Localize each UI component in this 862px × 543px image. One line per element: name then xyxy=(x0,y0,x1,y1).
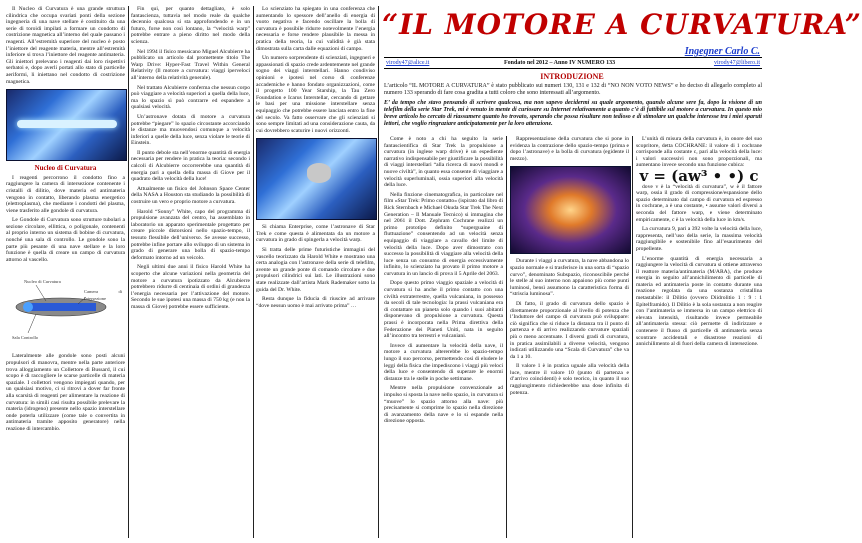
paragraph: Attualmente un fisico del Johnson Space Center della NASA a Houston sta studiando la possibilità di costruire un vero e proprio motore a curvatura. xyxy=(131,185,250,206)
intro-abstract: E’ da tempo che stavo pensando di scrivere qualcosa, ma non sapevo decidermi su quale argomento, quando alcune sere fa, dopo la visione di un telefilm della serie Star Trek, mi è venuto in mente di curiosare su Internet relativamente a quanto c’è di fattibile sul motore a curvatura. In questo mio breve articolo ho cercato di riassumere quanto ho trovato, sperando che possa risultare non tedioso e di stimolare un qualche interesse tra i miei sparuti lettori, che voglio ringraziare anticipatamente per la loro attenzione. xyxy=(384,100,762,127)
paragraph: Si tratta delle prime futuristiche immagini del vascello teorizzato da Harold White e mostrano una certa analogia con l’astronave della serie di telefilm, avente un grande ponte di comando circolare e due propulsori cilindrici sui lati. Le illustrazioni sono state realizzate dall’artista Mark Rademaker sotto la guida del Dr. White. xyxy=(256,247,375,293)
paragraph: La curvatura 9, pari a 392 volte la velocità della luce, rappresenta, nell’uso della serie, la massima velocità raggiungibile e sostenibile fino all’esaurimento del propellente. xyxy=(636,226,762,252)
paragraph: Lateralmente alle gondole sono posti alcuni propulsori di manovra, mentre nella parte anteriore trova alloggiamento un Collettore di Bussard, il cui scopo è di raccogliere le scarse particelle di materia spaziale. I collettori vengono impiegati quando, per un qualsiasi motivo, ci si ritrovi a dover far fronte alla scarsità di reagenti per alimentare la reazione di curvatura: in simili casi risulta possibile prelevare la materia (idrogeno) presente nello spazio interstellare onde poterla utilizzare (come tale o convertita in antimateria tramite apposito generatore) nella reazione di intercambio. xyxy=(6,353,125,432)
column-divider xyxy=(128,6,129,538)
paragraph: Come è noto a chi ha seguito la serie fantascientifica di Star Trek la propulsione a curvatura (in inglese warp drive) è un espediente narrativo indispensabile per giustificare la possibilità di viaggi interstellari “alla ricerca di nuovi mondi e nuove civiltà”, in quanto essa consente di viaggiare a velocità superluminali, ossia superiori alla velocità della luce. xyxy=(384,136,503,189)
column-divider xyxy=(253,6,254,538)
warp-core-image xyxy=(6,89,127,161)
masthead-bar xyxy=(384,57,762,69)
author-name: Ingegner Carlo C. xyxy=(684,46,760,57)
diagram-label: Sala Controllo xyxy=(12,335,39,341)
column-2 xyxy=(131,6,250,540)
column-divider xyxy=(632,136,633,538)
intro-text: L’articolo “IL MOTORE A CURVATURA” è stato pubblicato sui numeri 130, 131 e 132 di “NO NON VOTO NEWS” e ho deciso di allegarlo completo al numero 133 sperando di fare cosa gradita a tutti coloro che sono interessati all’argomento. xyxy=(384,83,762,96)
column-1 xyxy=(6,6,125,540)
email-link-right[interactable]: virody47@libero.it xyxy=(713,60,760,66)
paragraph: Harold “Sonny” White, capo del programma di propulsione avanzata del centro, ha assemblato in laboratorio un apparato sperimentale progettato per creare piccole distorsioni nello spazio-tempo, il tessuto flessibile dell’universo. Se avesse successo, potrebbe infine portare allo sviluppo di un sistema in grado di generare una bolla di spazio-tempo deformato intorno ad un veicolo. xyxy=(131,208,250,261)
intro-heading: INTRODUZIONE xyxy=(540,72,604,81)
paragraph: I reagenti percorrono il condotto fino a raggiungere la camera di intersezione contenente i cristalli di dilitio, dove materia ed antimateria vengono in contatto, liberando plasma energetico (elettroplasma), che mediante i condotti del plasma, viene trasferito alle gondole di curvatura. xyxy=(6,174,125,214)
paragraph: Rappresentazione della curvatura che si pone in evidenza la contrazione dello spazio-tempo (prima e dopo l’astronave) e la bolla di curvatura (egidente il mezzo). xyxy=(510,136,629,162)
ship-shape xyxy=(307,163,331,183)
nacelle-diagram xyxy=(6,267,125,349)
enterprise-ship-image xyxy=(256,138,377,220)
column-divider xyxy=(378,6,379,538)
paragraph: dove v è la “velocità di curvatura”, w è il fattore warp, ossia il grado di compressione/espansione dello spazio determinato dal campo di curvatura ed espresso in cochrane, a è una costante, • assume valori diversi a seconda del fattore warp, e viene determinato empiricamente, c è la velocità della luce in km/s. xyxy=(636,183,762,223)
paragraph: Le Gondole di Curvatura sono strutture tubolari a sezione circolare, ellittica, o poligonale, contenenti al proprio interno un sistema di bobine di curvatura, nonché una sala di controllo. Le gondole sono la parte più pesante di una nave stellare e la loro funzione è quella di creare un campo di curvatura attorno al vascello. xyxy=(6,217,125,263)
paragraph: Il valore 1 è in pratica uguale alla velocità della luce, mentre il valore 10 (punto di partenza e d’arrivo coincidenti) è solo teorico, in quanto il suo raggiungimento richiederebbe una dose infinita di potenza. xyxy=(510,363,629,396)
diagram-label: Nucleo di Curvatura xyxy=(24,279,61,285)
paragraph: Resta dunque la fiducia di riuscire ad arrivare “dove nessun uomo è mai arrivato prima” … xyxy=(256,296,375,309)
column-3 xyxy=(256,6,375,540)
paragraph: Nel 1994 il fisico messicano Miguel Alcubierre ha pubblicato un articolo dal promettente titolo The Warp Drive: Hyper-Fast Travel Within General Relativity (Il motore a curvatura: viaggi iperveloci all’interno della relatività generale). xyxy=(131,48,250,81)
warp-formula: v = (aw³ • •) c xyxy=(639,166,759,185)
paragraph: Un’astronave dotata di motore a curvatura potrebbe “piegare” lo spazio circostante accorciando le distanze ma muovendosi comunque a velocità inferiori a quelle della luce, senza violare le teorie di Einstein. xyxy=(131,113,250,147)
paragraph: Negli ultimi due anni il fisico Harold White ha scoperto che alcune variazioni nella geometria del motore a curvatura ipotizzato da Alcubierre potrebbero ridurre di centinaia di ordini di grandezza l’energia necessaria per l’attivazione del motore. Secondo le sue ipotesi una massa di 750 kg (e non la massa di Giove) potrebbe essere sufficiente. xyxy=(131,264,250,310)
warp-beam xyxy=(17,120,117,128)
paragraph: Nel trattato Alcubierre conferma che nessun corpo può viaggiare a velocità superiori a quella della luce, ma lo spazio sì può contrarre ed espandere a qualsiasi velocità. xyxy=(131,84,250,111)
issue-info: Fondato nel 2012 – Anno IV NUMERO 133 xyxy=(504,60,616,66)
paragraph: Durante i viaggi a curvatura, la nave abbandona lo spazio normale e si trasferisce in una sorta di “spazio curvo”, denominato Subspazio, riconoscibile perché le stelle al suo interno non appaiono più come punti luminosi, bensì assumono la caratteristica forma di “striscia luminosa”. xyxy=(510,258,629,298)
paragraph: Si chiama Enterprise, come l’astronave di Star Trek e come questa è alimentata da un motore a curvatura in grado di spingerla a velocità warp. xyxy=(256,224,375,244)
column-6 xyxy=(636,136,762,536)
page-title: “IL MOTORE A CURVATURA” xyxy=(382,8,862,41)
warp-bubble-image xyxy=(510,166,631,254)
column-divider xyxy=(506,136,507,538)
paragraph: L’unità di misura della curvatura è, in onore del suo scopritore, detta COCHRANE: il valore di 1 cochrane corrisponde alla costante c, pari alla velocità della luce: i valori successivi non sono proporzionali, ma aumentano invece secondo una funzione cubica: xyxy=(636,136,762,169)
section-heading: Nucleo di Curvatura xyxy=(34,164,97,173)
email-link-left[interactable]: virody47@alice.it xyxy=(386,60,430,66)
paragraph: Invece di aumentare la velocità della nave, il motore a curvatura altererebbe lo spazio-tempo lungo il suo percorso, permettendo così di eludere le leggi della fisica che impediscono i viaggi più veloci della luce e consentendo di superare le enormi distanze tra le stelle in poche settimane. xyxy=(384,342,503,382)
diagram-label: Camera di Intersezione xyxy=(84,289,122,302)
paragraph: L’enorme quantità di energia necessaria a raggiungere la velocità di curvatura si ottiene attraverso il reattore materia/antimateria (M/ARA), che produce energia in seguito all’annichilimento di particelle di materia ed antimateria poste in contatto durante una reazione regolata da una sostanza cristallina metastabile: il Dilitio (ovvero Diidrolitio 1 : 9 : 1 Epitelframido). Il Dilitio è la sola sostanza a non reagire con l’antimateria se immersa in un campo elettrico di elevata intensità, risultando invece permeabile all’antimateria stessa: ciò permette di indirizzare e contenere il flusso di particelle di antimateria senza scontrare accidentali e disastrose reazioni di annichilimento al di fuori della camera di intersezione. xyxy=(636,255,762,348)
column-5 xyxy=(510,136,629,536)
paragraph: Il punto debole sta nell’enorme quantità di energia necessaria per rendere in pratica la teoria: secondo i calcoli di Alcubierre occorrerebbe una quantità di energia pari a quella della massa di Giove per il quadrato della velocità della luce! xyxy=(131,149,250,183)
paragraph: Fin qui, per quanto dettagliato, è solo fantascienza, tuttavia nel modo reale da qualche decennio qualcosa si sta approfondendo e in un futuro, forse non così lontano, la “velocità warp” potrebbe entrare a pieno diritto nel modo della scienza. xyxy=(131,6,250,45)
paragraph: Lo scienziato ha spiegato in una conferenza che aumentando lo spessore dell’anello di energia di vuoto negativa e facendo oscillare la bolla di curvatura è possibile ridurre notevolmente l’energia necessaria e forse rendere plausibile la messa in pratica della teoria, la cui validità è già stata dimostrata sulla carta dalle equazioni di campo. xyxy=(256,6,375,52)
paragraph: Nella finzione cinematografica, in particolare nel film «Star Trek: Primo contatto» (ispirato dal libro di Rick Sternbach e Michael Okuda Star Trek The Next Generation – Il Manuale Tecnico) si immagina che nel 2061 il Dott. Zephram Cochrane realizzi un primo prototipo definito “superguaine di fluttuazione” consentendo ad un velocità senza equipaggio di viaggiare a cavallo del limite di velocità della luce. Dopo aver dimostrato con successo la possibilità di viaggiare alla velocità della luce senza un consumo di energia eccessivamente infinito, lo scienziato ha provato il primo motore a curvatura in un lancio di prova il 5 Aprile del 2063. xyxy=(384,191,504,277)
paragraph: Dopo questo primo viaggio spaziale a velocità di curvatura si ha anche il primo contatto con una civiltà extraterrestre, quella vulcaniana, in possesso da secoli di tale tecnologia: la prassi vulcaniana era di contattare un pianeta solo quando i suoi abitanti disponevano di propulsione a curvatura. Questa prassi è incorporata nella Prima direttiva della Federazione dei Pianeti Uniti, nata in seguito all’incontro tra terrestri e vulcaniani. xyxy=(384,280,503,340)
paragraph: Un numero sorprendente di scienziati, ingegneri e appassionati di spazio crede ardentemente nel grande sogno dei viaggi interstellari. Hanno condiviso opinioni e ipotesi nel corso di conferenze accademiche e hanno fondato organizzazioni, come il progetto 100 Year Starship, la Tau Zero Foundation e Icarus Interstellar, cercando di gettare le basi per una missione interstellare senza equipaggio che potrebbe essere lanciata entro la fine del secolo. Va fatto osservare che gli scienziati si sono sempre limitati ad una considerazione cauta, da cui dovrebbero scaturire i nuovi orizzonti. xyxy=(256,55,375,134)
paragraph: Il Nucleo di Curvatura è una grande struttura cilindrica che occupa svariati ponti della sezione ingegneria di una nave stellare è costituito da una serie di toroidi impilati a formare un condotto di costrizione magnetica all’interno del quale passano i reagenti. All’estremità superiore del nucleo è posto l’iniettore del reagente materia, mentre all’estremità inferiore si trova l’iniettore del reagente antimateria. Gli iniettori prelevano i reagenti dai loro rispettivi serbatoi e, dopo averli portati allo stato di particelle aeriformi, li iniettano nel condotto di costrizione magnetica. xyxy=(6,6,125,85)
paragraph: Mentre nella propulsione convenzionale ad impulso si sposta la nave nello spazio, in curvatura si “muove” lo spazio attorno alla nave: più precisamente si comprime lo spazio nella direzione di avanzamento della nave e lo si espande nella direzione opposta. xyxy=(384,385,503,425)
paragraph: Di fatto, il grado di curvatura dello spazio è direttamente proporzionale al livello di potenza che l’Induttore del campo di curvatura può sviluppare: ciò significa che si riduce la distanza tra il punto di partenza e di arrivo realizzando curvature spaziali più o meno accentuate. I diversi gradi di curvatura, in pratica assimilabili a diverse velocità, vengono indicati utilizzando una “Scala di Curvatura” che va da 1 a 10. xyxy=(510,300,629,360)
column-4 xyxy=(384,136,503,536)
